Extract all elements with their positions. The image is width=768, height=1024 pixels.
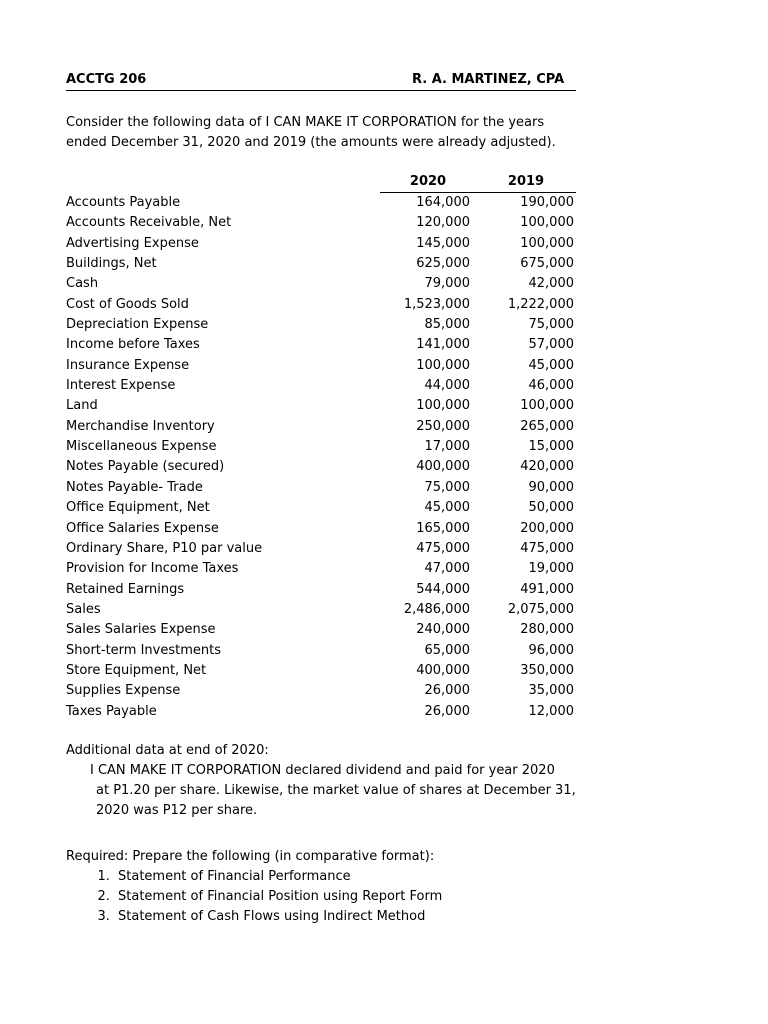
amount-2019: 1,222,000	[507, 296, 574, 312]
amount-2020: 475,000	[416, 540, 470, 556]
required-section	[66, 847, 666, 927]
amount-2019: 100,000	[520, 398, 574, 414]
amount-2019: 46,000	[528, 378, 574, 394]
additional-line: at P1.20 per share. Likewise, the market value of shares at December 31,	[96, 783, 576, 798]
account-label: Insurance Expense	[66, 357, 190, 373]
account-table	[66, 193, 576, 722]
account-label: Accounts Payable	[66, 195, 181, 210]
account-label: Store Equipment, Net	[66, 662, 207, 678]
table-row	[66, 681, 576, 701]
additional-data	[66, 741, 666, 821]
required-list	[66, 867, 666, 927]
intro-line: Consider the following data of I CAN MAKE IT CORPORATION for the years	[66, 115, 545, 130]
account-label: Notes Payable- Trade	[66, 479, 203, 495]
account-label: Miscellaneous Expense	[66, 439, 217, 455]
table-row	[66, 620, 576, 640]
intro-line: ended December 31, 2020 and 2019 (the amounts were already adjusted).	[66, 135, 556, 150]
amount-2020: 164,000	[416, 195, 470, 210]
amount-2020: 79,000	[424, 276, 470, 292]
account-label: Office Equipment, Net	[66, 500, 210, 516]
account-label: Advertising Expense	[66, 235, 199, 251]
account-label: Provision for Income Taxes	[66, 561, 239, 577]
amount-2019: 50,000	[528, 500, 574, 516]
account-label: Income before Taxes	[66, 337, 200, 353]
amount-2019: 35,000	[528, 683, 574, 699]
table-row	[66, 295, 576, 315]
amount-2020: 1,523,000	[403, 296, 470, 312]
additional-line: 2020 was P12 per share.	[96, 803, 258, 818]
amount-2019: 100,000	[520, 235, 574, 251]
table-row	[66, 600, 576, 620]
amount-2019: 96,000	[528, 642, 574, 658]
table-row	[66, 478, 576, 498]
table-row	[66, 539, 576, 559]
amount-2019: 42,000	[528, 276, 574, 292]
account-label: Retained Earnings	[66, 581, 185, 597]
required-item: 2. Statement of Financial Position using Report Form	[114, 887, 666, 907]
table-row	[66, 335, 576, 355]
account-label: Merchandise Inventory	[66, 418, 215, 434]
table-row	[66, 702, 576, 722]
amount-2020: 85,000	[424, 317, 470, 333]
amount-2020: 45,000	[424, 500, 470, 516]
amount-2019: 90,000	[528, 479, 574, 495]
account-label: Supplies Expense	[66, 683, 181, 699]
table-row	[66, 356, 576, 376]
amount-2020: 26,000	[424, 703, 470, 719]
course-code: ACCTG 206	[66, 72, 147, 87]
additional-heading: Additional data at end of 2020:	[66, 743, 269, 758]
account-label: Sales Salaries Expense	[66, 622, 216, 638]
amount-2020: 250,000	[416, 418, 470, 434]
account-label: Land	[66, 398, 98, 414]
column-header-2020: 2020	[380, 174, 476, 193]
required-item: 1. Statement of Financial Performance	[114, 867, 666, 887]
table-row	[66, 315, 576, 335]
amount-2020: 17,000	[424, 439, 470, 455]
amount-2020: 75,000	[424, 479, 470, 495]
account-label: Ordinary Share, P10 par value	[66, 540, 263, 556]
amount-2020: 240,000	[416, 622, 470, 638]
column-header-2019: 2019	[476, 174, 576, 193]
table-row	[66, 437, 576, 457]
amount-2020: 544,000	[416, 581, 470, 597]
amount-2020: 120,000	[416, 215, 470, 231]
account-label: Taxes Payable	[66, 703, 157, 719]
amount-2019: 2,075,000	[507, 601, 574, 617]
table-row	[66, 274, 576, 294]
amount-2019: 57,000	[528, 337, 574, 353]
table-row	[66, 661, 576, 681]
instructor-name: R. A. MARTINEZ, CPA	[412, 72, 565, 87]
amount-2020: 47,000	[424, 561, 470, 577]
amount-2020: 141,000	[416, 337, 470, 353]
table-row	[66, 580, 576, 600]
amount-2019: 280,000	[520, 622, 574, 638]
amount-2019: 75,000	[528, 317, 574, 333]
account-label: Interest Expense	[66, 378, 176, 394]
amount-2019: 100,000	[520, 215, 574, 231]
amount-2020: 2,486,000	[403, 601, 470, 617]
table-row	[66, 519, 576, 539]
required-heading: Required: Prepare the following (in comparative format):	[66, 849, 435, 864]
amount-2019: 491,000	[520, 581, 574, 597]
account-label: Sales	[66, 601, 101, 617]
amount-2020: 400,000	[416, 662, 470, 678]
amount-2019: 190,000	[520, 195, 574, 210]
amount-2019: 200,000	[520, 520, 574, 536]
account-label: Depreciation Expense	[66, 317, 209, 333]
page-header	[66, 72, 576, 91]
amount-2020: 65,000	[424, 642, 470, 658]
amount-2019: 475,000	[520, 540, 574, 556]
amount-2019: 420,000	[520, 459, 574, 475]
table-row	[66, 254, 576, 274]
account-label: Buildings, Net	[66, 256, 157, 272]
amount-2019: 15,000	[528, 439, 574, 455]
amount-2020: 26,000	[424, 683, 470, 699]
table-row	[66, 559, 576, 579]
amount-2020: 145,000	[416, 235, 470, 251]
account-label: Cost of Goods Sold	[66, 296, 189, 312]
amount-2020: 625,000	[416, 256, 470, 272]
table-row	[66, 457, 576, 477]
amount-2019: 265,000	[520, 418, 574, 434]
amount-2019: 19,000	[528, 561, 574, 577]
table-row	[66, 376, 576, 396]
amount-2020: 100,000	[416, 398, 470, 414]
amount-2020: 100,000	[416, 357, 470, 373]
additional-paragraph	[90, 761, 666, 821]
amount-2019: 350,000	[520, 662, 574, 678]
account-label: Office Salaries Expense	[66, 520, 219, 536]
required-item: 3. Statement of Cash Flows using Indirect Method	[114, 907, 666, 927]
intro-paragraph	[66, 113, 626, 153]
amount-2020: 44,000	[424, 378, 470, 394]
account-label: Notes Payable (secured)	[66, 459, 225, 475]
account-label: Accounts Receivable, Net	[66, 215, 232, 231]
amount-2019: 45,000	[528, 357, 574, 373]
amount-2020: 400,000	[416, 459, 470, 475]
additional-line: I CAN MAKE IT CORPORATION declared dividend and paid for year 2020	[90, 763, 555, 778]
amount-2019: 12,000	[528, 703, 574, 719]
amount-2020: 165,000	[416, 520, 470, 536]
table-row	[66, 213, 576, 233]
account-label: Short-term Investments	[66, 642, 221, 658]
table-row	[66, 396, 576, 416]
table-row	[66, 498, 576, 518]
account-label: Cash	[66, 276, 99, 292]
table-row	[66, 417, 576, 437]
table-row	[66, 193, 576, 213]
table-row	[66, 641, 576, 661]
table-row	[66, 234, 576, 254]
amount-2019: 675,000	[520, 256, 574, 272]
